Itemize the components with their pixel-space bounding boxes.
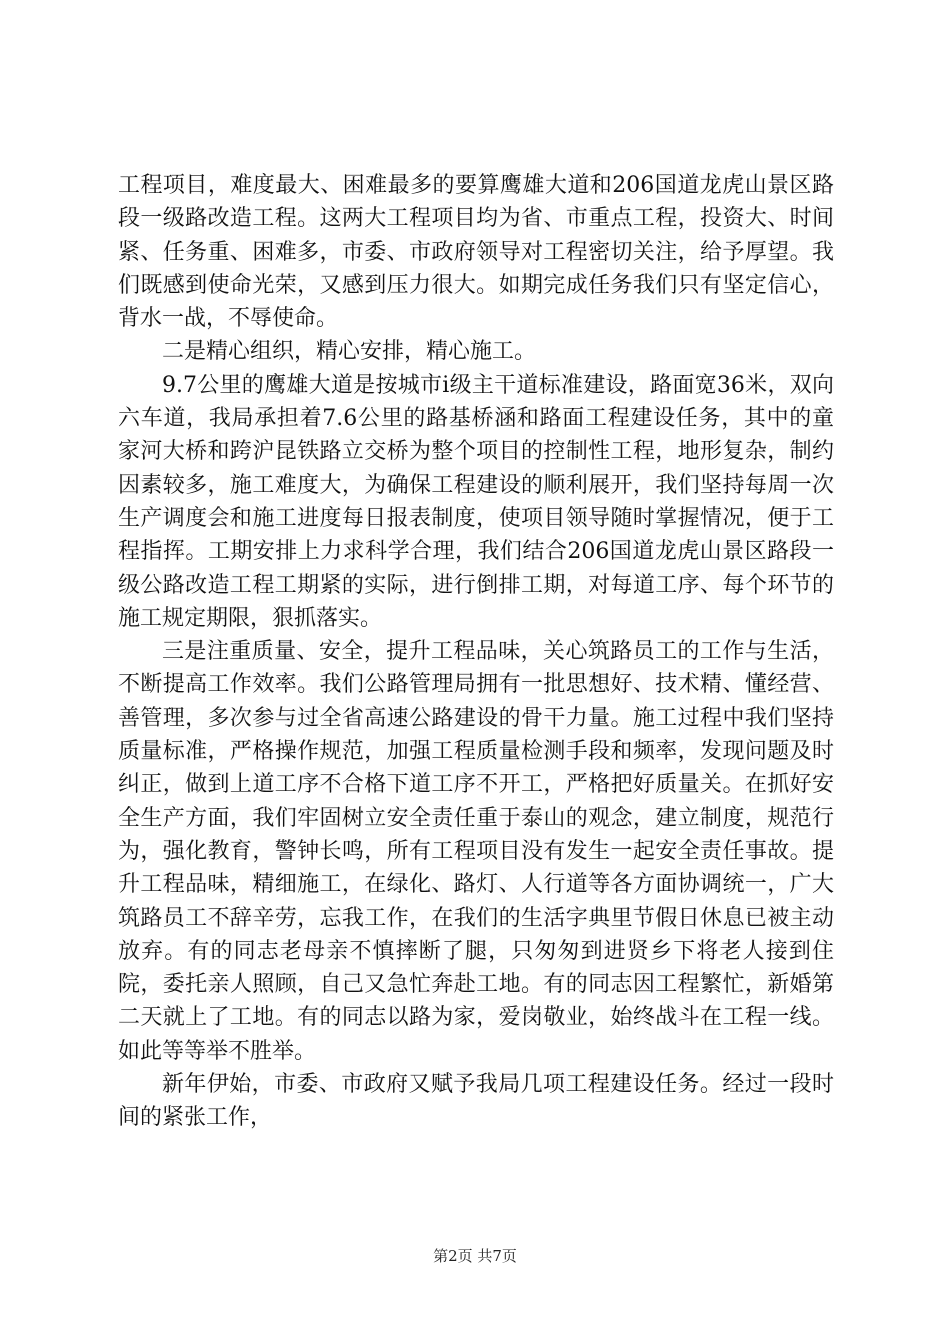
paragraph-point-three: 三是注重质量、安全，提升工程品味，关心筑路员工的工作与生活，不断提高工作效率。我们公路管理局拥有一批思想好、技术精、懂经营、善管理，多次参与过全省高速公路建设的骨干力量。施工过程中我们坚持质量标准，严格操作规范，加强工程质量检测手段和频率，发现问题及时纠正，做到上道工序不合格下道工序不开工，严格把好质量关。在抓好安全生产方面，我们牢固树立安全责任重于泰山的观念，建立制度，规范行为，强化教育，警钟长鸣，所有工程项目没有发生一起安全责任事故。提升工程品味，精细施工，在绿化、路灯、人行道等各方面协调统一，广大筑路员工不辞辛劳，忘我工作，在我们的生活字典里节假日休息已被主动放弃。有的同志老母亲不慎摔断了腿，只匆匆到进贤乡下将老人接到住院，委托亲人照顾，自己又急忙奔赴工地。有的同志因工程繁忙，新婚第二天就上了工地。有的同志以路为家，爱岗敬业，始终战斗在工程一线。如此等等举不胜举。 [118, 639, 834, 1064]
paragraph-yingxiong-avenue: 9.7公里的鹰雄大道是按城市ⅰ级主干道标准建设，路面宽36米，双向六车道，我局承担着7.6公里的路基桥涵和路面工程建设任务，其中的童家河大桥和跨沪昆铁路立交桥为整个项目的控制性工程，地形复杂，制约因素较多，施工难度大，为确保工程建设的顺利展开，我们坚持每周一次生产调度会和施工进度每日报表制度，使项目领导随时掌握情况，便于工程指挥。工期安排上力求科学合理，我们结合206国道龙虎山景区路段一级公路改造工程工期紧的实际，进行倒排工期，对每道工序、每个环节的施工规定期限，狠抓落实。 [118, 372, 834, 631]
paragraph-project-difficulty: 工程项目，难度最大、困难最多的要算鹰雄大道和206国道龙虎山景区路段一级路改造工程。这两大工程项目均为省、市重点工程，投资大、时间紧、任务重、困难多，市委、市政府领导对工程密切关注，给予厚望。我们既感到使命光荣，又感到压力很大。如期完成任务我们只有坚定信心，背水一战，不辱使命。 [118, 173, 834, 332]
paragraph-new-year: 新年伊始，市委、市政府又赋予我局几项工程建设任务。经过一段时间的紧张工作， [118, 1072, 834, 1131]
page-number-footer: 第2页 共7页 [433, 1247, 517, 1265]
document-body [118, 169, 834, 1135]
paragraph-point-two: 二是精心组织，精心安排，精心施工。 [162, 339, 537, 365]
